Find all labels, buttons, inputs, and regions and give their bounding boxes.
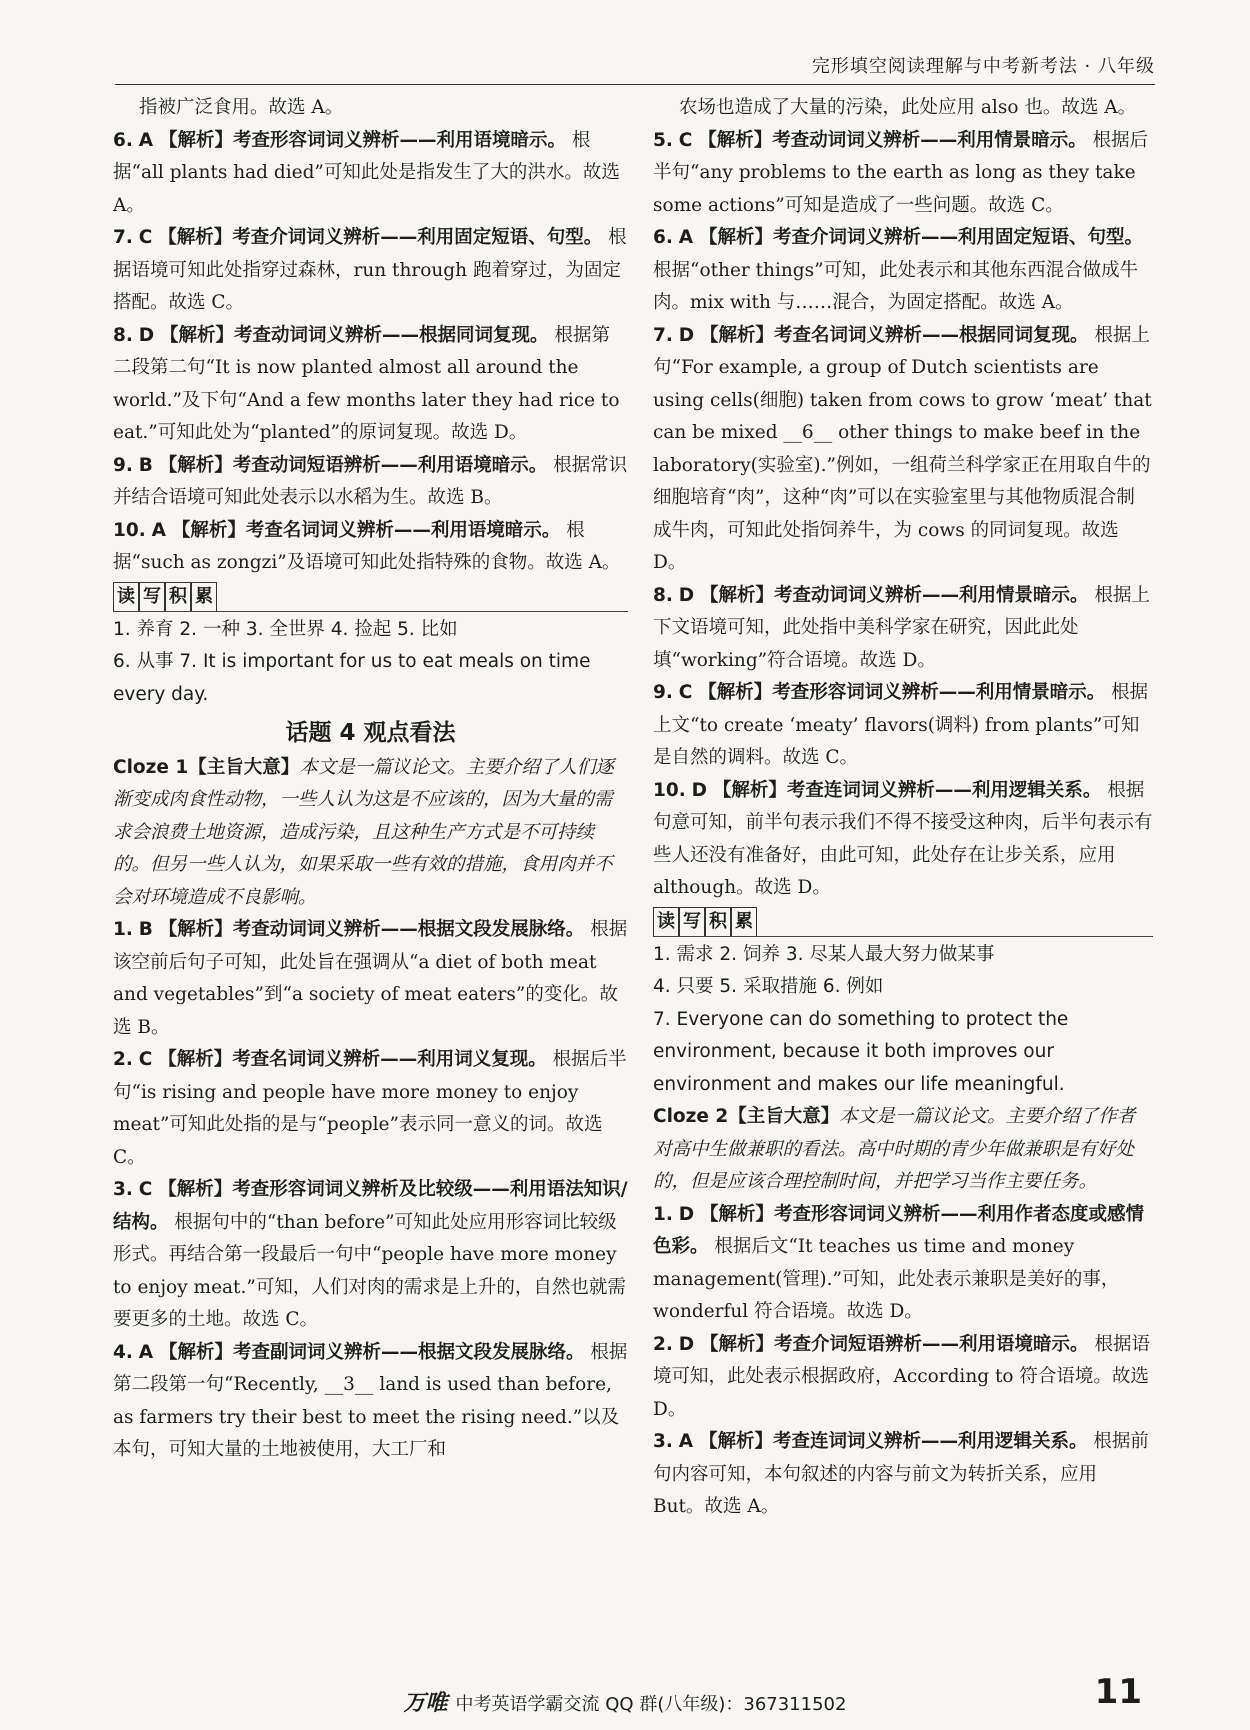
answer-tag: 【解析】考查动词词义辨析——根据文段发展脉络。 xyxy=(158,919,585,940)
answer-text: 根据句中的“than before”可知此处应用形容词比较级形式。再结合第一段最后一句中“people have more money to enjoy meat.”可知，人们对肉的需求是上升的，自然也就需要更多的土地。故选 C。 xyxy=(113,1211,626,1330)
answer-ans: A xyxy=(151,519,166,541)
answer-tag: 【解析】考查连词词义辨析——利用逻辑关系。 xyxy=(712,779,1102,801)
answer-ans: A xyxy=(678,1431,694,1452)
answer-num: 10. xyxy=(113,519,146,541)
right-answers-a xyxy=(653,125,1153,905)
answer-num: 7. xyxy=(113,227,133,248)
cloze2-head: Cloze 2【主旨大意】 xyxy=(653,1106,840,1127)
answer-num: 5. xyxy=(653,129,673,151)
cloze1-summary-text: 本文是一篇议论文。主要介绍了人们逐渐变成肉食性动物，一些人认为这是不应该的，因为大量的需求会浪费土地资源，造成污染，且这种生产方式是不可持续的。但另一些人认为，如果采取一些有效的措施，食用肉并不会对环境造成不良影响。 xyxy=(113,756,614,908)
answer-entry xyxy=(113,515,628,580)
rw-char: 累 xyxy=(191,582,217,611)
vocab-line: 1. 养育 2. 一种 3. 全世界 4. 捡起 5. 比如 xyxy=(113,618,458,640)
cloze2-summary-text: 本文是一篇议论文。主要介绍了作者对高中生做兼职的看法。高中时期的青少年做兼职是有好处的，但是应该合理控制时间，并把学习当作主要任务。 xyxy=(653,1106,1136,1192)
left-intro: 指被广泛食用。故选 A。 xyxy=(139,97,344,118)
vocab-line: 7. Everyone can do something to protect the environment, because it both improves our environment and makes our life meaningful. xyxy=(653,1008,1069,1095)
answer-text: 根据该空前后句子可知，此处旨在强调从“a diet of both meat and vegetables”到“a society of meat eaters”的变化。故选 B。 xyxy=(113,919,628,1038)
answer-text: 根据“all plants had died”可知此处是指发生了大的洪水。故选 A。 xyxy=(113,129,620,216)
footer-brand: 万唯 xyxy=(403,1691,448,1716)
answer-text: 根据前句内容可知，本句叙述的内容与前文为转折关系，应用 But。故选 A。 xyxy=(653,1431,1149,1517)
answer-tag: 【解析】考查形容词词义辨析——利用作者态度或感情色彩。 xyxy=(653,1203,1145,1257)
answer-text: 根据常识并结合语境可知此处表示以水稻为生。故选 B。 xyxy=(113,454,628,508)
answer-num: 9. xyxy=(113,454,133,476)
answer-tag: 【解析】考查形容词词义辨析——利用情景暗示。 xyxy=(698,682,1106,703)
answer-tag: 【解析】考查名词词义辨析——根据同词复现。 xyxy=(700,324,1089,346)
answer-entry xyxy=(113,1337,628,1467)
answer-tag: 【解析】考查形容词词义辨析——利用语境暗示。 xyxy=(159,129,567,151)
answer-entry xyxy=(653,1426,1153,1524)
answer-ans: D xyxy=(678,1333,695,1355)
answer-tag: 【解析】考查副词词义辨析——根据文段发展脉络。 xyxy=(159,1341,585,1363)
answer-tag: 【解析】考查动词词义辨析——利用情景暗示。 xyxy=(698,129,1087,151)
answer-ans: C xyxy=(678,129,693,151)
answer-tag: 【解析】考查名词词义辨析——利用语境暗示。 xyxy=(171,519,561,541)
answer-tag: 【解析】考查连词词义辨析——利用逻辑关系。 xyxy=(699,1431,1088,1452)
left-column xyxy=(113,92,628,1467)
answer-ans: B xyxy=(138,454,153,476)
answer-num: 1. xyxy=(653,1203,673,1225)
answer-text: 根据第二段第二句“It is now planted almost all around the world.”及下句“And a few months later they had rice to eat.”可知此处为“planted”的原词复现。故选 D。 xyxy=(113,324,620,443)
answer-ans: A xyxy=(138,129,154,151)
answer-ans: A xyxy=(138,1341,154,1363)
page-number: 11 xyxy=(1094,1672,1142,1712)
vocab-line: 6. 从事 7. It is important for us to eat meals on time every day. xyxy=(113,651,591,705)
answer-tag: 【解析】考查介词词义辨析——利用固定短语、句型。 xyxy=(699,227,1144,248)
answer-entry xyxy=(113,320,628,450)
answer-text: 根据语境可知，此处表示根据政府，According to 符合语境。故选 D。 xyxy=(653,1333,1150,1420)
answer-entry xyxy=(653,222,1153,320)
left-answers-b xyxy=(113,914,628,1467)
answer-tag: 【解析】考查名词词义辨析——利用词义复现。 xyxy=(158,1049,547,1070)
rw-char: 积 xyxy=(165,582,191,611)
answer-ans: B xyxy=(138,919,153,940)
answer-entry xyxy=(653,1199,1153,1329)
answer-num: 2. xyxy=(653,1333,673,1355)
vocab-line: 1. 需求 2. 饲养 3. 尽某人最大努力做某事 xyxy=(653,943,995,965)
answer-text: 根据句意可知，前半句表示我们不得不接受这种肉，后半句表示有些人还没有准备好，由此可知，此处存在让步关系，应用 although。故选 D。 xyxy=(653,779,1153,898)
answer-entry xyxy=(113,1174,628,1337)
footer xyxy=(0,1686,1250,1717)
rw-char: 积 xyxy=(705,907,731,936)
read-write-label xyxy=(653,907,1153,937)
answer-ans: C xyxy=(138,1179,153,1200)
answer-num: 10. xyxy=(653,779,686,801)
answer-num: 2. xyxy=(113,1049,133,1070)
footer-text: 中考英语学霸交流 QQ 群(八年级)：367311502 xyxy=(455,1694,847,1715)
rw-char: 写 xyxy=(139,582,165,611)
cloze1-head: Cloze 1【主旨大意】 xyxy=(113,756,300,778)
answer-entry xyxy=(653,320,1153,580)
answer-tag: 【解析】考查介词词义辨析——利用固定短语、句型。 xyxy=(158,227,603,248)
answer-num: 1. xyxy=(113,919,133,940)
answer-entry xyxy=(653,580,1153,678)
right-answers-b xyxy=(653,1199,1153,1524)
answer-ans: C xyxy=(138,227,153,248)
answer-tag: 【解析】考查动词词义辨析——根据同词复现。 xyxy=(160,324,549,346)
right-column xyxy=(653,92,1153,1524)
answer-entry xyxy=(653,775,1153,905)
answer-num: 6. xyxy=(113,129,133,151)
answer-num: 8. xyxy=(113,324,133,346)
answer-ans: D xyxy=(678,584,695,606)
answer-ans: D xyxy=(138,324,155,346)
answer-text: 根据后半句“any problems to the earth as long as they take some actions”可知是造成了一些问题。故选 C。 xyxy=(653,129,1149,216)
rw-char: 写 xyxy=(679,907,705,936)
left-answers-a xyxy=(113,125,628,580)
answer-text: 根据“such as zongzi”及语境可知此处指特殊的食物。故选 A。 xyxy=(113,519,621,573)
answer-entry xyxy=(113,125,628,223)
answer-tag: 【解析】考查形容词词义辨析及比较级——利用语法知识/结构。 xyxy=(113,1179,628,1233)
answer-ans: D xyxy=(678,324,695,346)
rw-char: 读 xyxy=(653,907,679,936)
topic-title: 话题 4 观点看法 xyxy=(285,720,456,746)
answer-text: 根据语境可知此处指穿过森林，run through 跑着穿过，为固定搭配。故选 C。 xyxy=(113,227,627,313)
answer-text: 根据后文“It teaches us time and money management(管理).”可知，此处表示兼职是美好的事，wonderful 符合语境。故选 D。 xyxy=(653,1236,1120,1322)
answer-num: 9. xyxy=(653,682,673,703)
answer-text: 根据上文“to create ‘meaty’ flavors(调料) from plants”可知是自然的调料。故选 C。 xyxy=(653,682,1149,768)
answer-tag: 【解析】考查动词短语辨析——利用语境暗示。 xyxy=(158,454,548,476)
answer-entry xyxy=(113,450,628,515)
answer-num: 3. xyxy=(113,1179,133,1200)
answer-ans: D xyxy=(691,779,708,801)
rw-char: 读 xyxy=(113,582,139,611)
read-write-label xyxy=(113,582,628,612)
answer-entry xyxy=(653,677,1153,775)
cloze1-summary xyxy=(113,752,628,915)
answer-tag: 【解析】考查介词短语辨析——利用语境暗示。 xyxy=(700,1333,1089,1355)
answer-entry xyxy=(653,1329,1153,1427)
answer-num: 4. xyxy=(113,1341,133,1363)
answer-text: 根据“other things”可知，此处表示和其他东西混合做成牛肉。mix with 与……混合，为固定搭配。故选 A。 xyxy=(653,259,1139,313)
answer-text: 根据第二段第一句“Recently, __3__ land is used than before, as farmers try their best to meet the rising need.”以及本句，可知大量的土地被使用，大工厂和 xyxy=(113,1341,628,1460)
answer-tag: 【解析】考查动词词义辨析——利用情景暗示。 xyxy=(700,584,1089,606)
answer-entry xyxy=(113,1044,628,1174)
answer-text: 根据上句“For example, a group of Dutch scientists are using cells(细胞) taken from cows to grow ‘meat’ that can be mixed __6__ other things to make beef in the laboratory(实验室).”例如，一组荷兰科学家正在用取自牛的细胞培育“肉”，这种“肉”可以在实验室里与其他物质混合制成牛肉，可知此处指饲养牛，为 cows 的同词复现。故选 D。 xyxy=(653,324,1152,573)
answer-entry xyxy=(113,914,628,1044)
answer-entry xyxy=(653,125,1153,223)
answer-entry xyxy=(113,222,628,320)
answer-ans: D xyxy=(678,1203,695,1225)
rw-char: 累 xyxy=(731,907,757,936)
answer-num: 6. xyxy=(653,227,673,248)
vocab-line: 4. 只要 5. 采取措施 6. 例如 xyxy=(653,976,884,997)
header-rule xyxy=(115,84,1155,85)
cloze2-summary xyxy=(653,1101,1153,1199)
right-intro: 农场也造成了大量的污染，此处应用 also 也。故选 A。 xyxy=(679,97,1137,118)
answer-text: 根据上下文语境可知，此处指中美科学家在研究，因此此处填“working”符合语境。故选 D。 xyxy=(653,584,1150,671)
answer-ans: C xyxy=(138,1049,153,1070)
answer-ans: A xyxy=(678,227,694,248)
answer-num: 3. xyxy=(653,1431,673,1452)
running-header: 完形填空阅读理解与中考新考法 · 八年级 xyxy=(811,56,1155,77)
answer-num: 8. xyxy=(653,584,673,606)
answer-text: 根据后半句“is rising and people have more money to enjoy meat”可知此处指的是与“people”表示同一意义的词。故选 C。 xyxy=(113,1049,627,1168)
answer-ans: C xyxy=(678,682,693,703)
answer-num: 7. xyxy=(653,324,673,346)
